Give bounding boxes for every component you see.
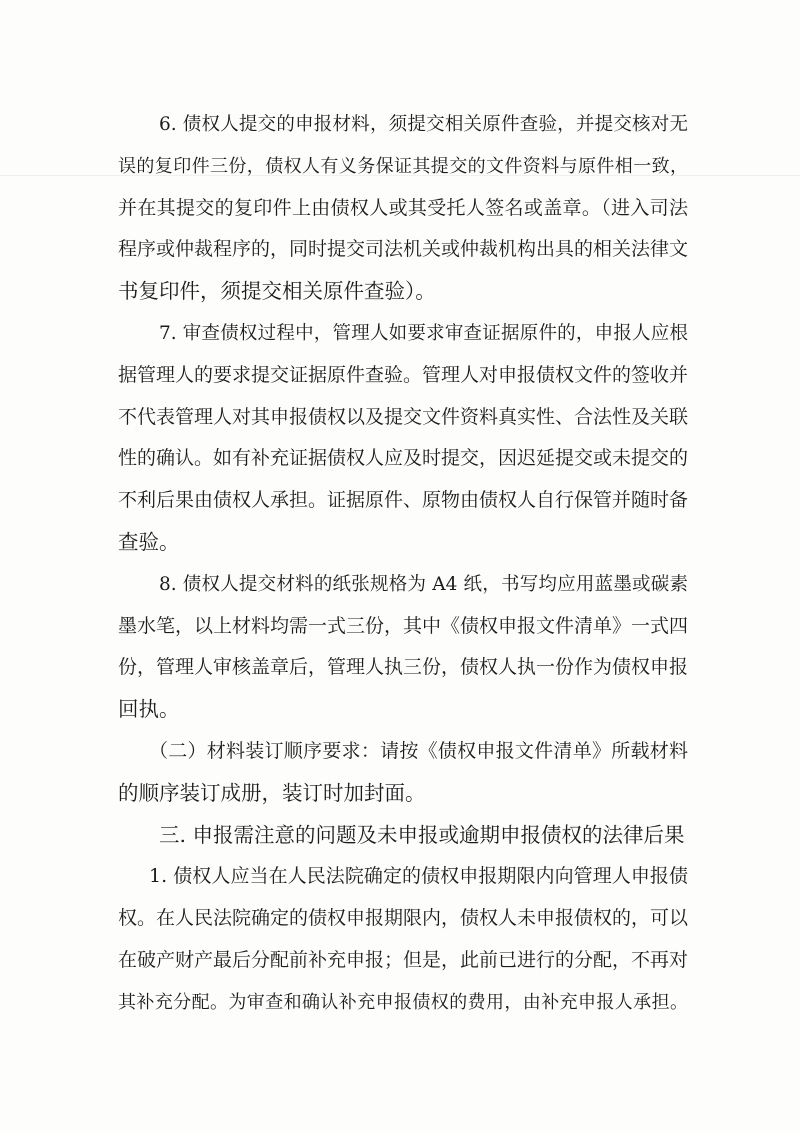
paragraph-7-line-1: 7. 审查债权过程中，管理人如要求审查证据原件的，申报人应根 <box>159 322 688 344</box>
paragraph-7-line-6: 查验。 <box>118 529 180 554</box>
document-body <box>118 104 688 1024</box>
paragraph-7-line-3: 不代表管理人对其申报债权以及提交文件资料真实性、合法性及关联 <box>118 405 689 428</box>
paragraph-6-line-2: 误的复印件三份，债权人有义务保证其提交的文件资料与原件相一致， <box>118 155 688 177</box>
paragraph-7-line-4: 性的确认。如有补充证据债权人应及时提交，因迟延提交或未提交的 <box>118 447 689 470</box>
paragraph-6-line-3: 并在其提交的复印件上由债权人或其受托人签名或盖章。（进入司法 <box>118 196 688 219</box>
section-3-item-1-line-3: 在破产财产最后分配前补充申报；但是，此前已进行的分配，不再对 <box>118 948 689 971</box>
paragraph-6-line-5: 书复印件，须提交相关原件查验）。 <box>118 279 436 304</box>
paragraph-8-line-3: 份，管理人审核盖章后，管理人执三份，债权人执一份作为债权申报 <box>118 656 689 679</box>
paragraph-8-line-2: 墨水笔，以上材料均需一式三份，其中《债权申报文件清单》一式四 <box>118 614 689 637</box>
paragraph-6-line-1: 6. 债权人提交的申报材料，须提交相关原件查验，并提交核对无 <box>159 114 688 135</box>
paragraph-6-line-4: 程序或仲裁程序的，同时提交司法机关或仲裁机构出具的相关法律文 <box>118 238 689 261</box>
section-2-line-1: （二）材料装订顺序要求：请按《债权申报文件清单》所载材料 <box>149 739 688 762</box>
section-2-line-2: 的顺序装订成册，装订时加封面。 <box>118 780 426 805</box>
paragraph-7-line-5: 不利后果由债权人承担。证据原件、原物由债权人自行保管并随时备 <box>118 489 689 512</box>
section-3-item-1-line-2: 权。在人民法院确定的债权申报期限内，债权人未申报债权的，可以 <box>118 907 689 930</box>
section-3-item-1-line-1: 1. 债权人应当在人民法院确定的债权申报期限内向管理人申报债 <box>149 865 688 888</box>
paragraph-8-line-4: 回执。 <box>118 697 180 722</box>
section-3-item-1-line-4: 其补充分配。为审查和确认补充申报债权的费用，由补充申报人承担。 <box>118 991 688 1013</box>
section-3-heading: 三. 申报需注意的问题及未申报或逾期申报债权的法律后果 <box>159 822 685 847</box>
paragraph-7-line-2: 据管理人的要求提交证据原件查验。管理人对申报债权文件的签收并 <box>118 363 689 386</box>
paragraph-8-line-1: 8. 债权人提交材料的纸张规格为 A4 纸，书写均应用蓝墨或碳素 <box>159 573 688 595</box>
